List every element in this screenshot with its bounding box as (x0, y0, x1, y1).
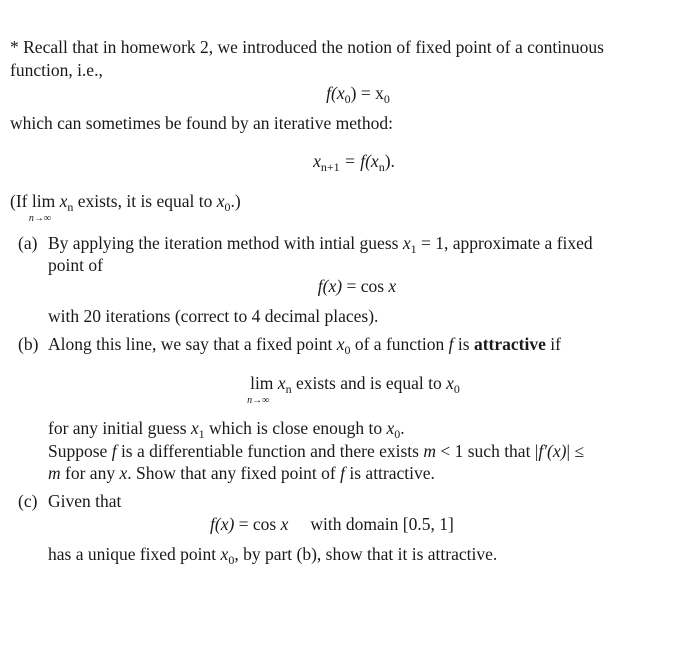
part-b-x1-sub: 1 (198, 427, 205, 441)
part-b-lim-word: lim (250, 373, 274, 393)
part-a-label (18, 232, 37, 254)
part-c-line-2 (48, 543, 497, 565)
part-b-m: m (423, 441, 436, 461)
part-b-label (18, 333, 38, 355)
intro-line-2 (10, 59, 103, 81)
part-b-text-1c: is (453, 334, 474, 354)
part-a-label-text: (a) (18, 233, 38, 253)
part-a-equation (0, 275, 700, 297)
part-c-eq-x: x (280, 514, 289, 534)
note-x: x (59, 191, 68, 211)
note-lim-sub: n→∞ (28, 213, 51, 224)
part-a-eq-f: f(x) (317, 276, 343, 296)
part-c-text-2a: has a unique fixed point (48, 544, 221, 564)
part-b-attractive: attractive (473, 334, 546, 354)
part-b-text-2a: for any initial guess (48, 418, 191, 438)
intro-text-2: function, i.e., (10, 60, 103, 80)
part-b-f-3: f (340, 463, 345, 483)
part-b-text-4b: . Show that any fixed point of (127, 463, 341, 483)
part-b-label-text: (b) (18, 334, 39, 354)
part-b-text-4c: is attractive. (345, 463, 435, 483)
eq1-sub2: 0 (383, 92, 390, 106)
part-a-text-2: point of (48, 255, 103, 275)
part-c-label (18, 490, 37, 512)
part-b-line-2 (48, 417, 405, 439)
note-open: (If (10, 191, 32, 211)
eq2-sub: n+1 (320, 160, 340, 174)
part-a-eq-rest: = cos (342, 276, 389, 296)
eq2-end: ). (384, 151, 395, 171)
intro-text-1: * Recall that in homework 2, we introduced the notion of fixed point of a continuous (10, 37, 604, 57)
part-b-equation (0, 372, 700, 406)
intro-note (10, 190, 241, 224)
part-c-eq-f: f(x) (210, 514, 235, 534)
part-c-label-text: (c) (18, 491, 38, 511)
part-c-x0: x (220, 544, 229, 564)
part-b-text-2b: which is close enough to (204, 418, 387, 438)
part-b-line-1 (48, 333, 561, 355)
part-b-text-2c: . (400, 418, 405, 438)
note-mid: exists, it is equal to (73, 191, 217, 211)
part-b-eq-mid: exists and is equal to (291, 373, 447, 393)
part-c-eq-domain: with domain [0.5, 1] (310, 514, 454, 534)
part-b-eq-x-sub: n (285, 382, 292, 396)
part-b-text-3a: Suppose (48, 441, 112, 461)
part-b-line-4 (48, 462, 435, 484)
part-b-text-3d: | ≤ (566, 441, 584, 461)
eq1-lhs: f(x (326, 83, 345, 103)
part-b-limit (247, 372, 274, 406)
part-a-x1: x (402, 233, 411, 253)
part-b-lim-sub: n→∞ (247, 395, 270, 406)
note-lim-word: lim (31, 191, 56, 211)
part-b-text-3b: is a differentiable function and there exists (116, 441, 424, 461)
part-c-equation (210, 513, 454, 535)
part-b-eq-x0-sub: 0 (453, 382, 460, 396)
part-b-eq-x0: x (446, 373, 454, 393)
part-c-text-1: Given that (48, 491, 122, 511)
part-c-text-2b: , by part (b), show that it is attractive. (234, 544, 498, 564)
part-a-eq-x: x (388, 276, 397, 296)
part-b-x0-sub: 0 (344, 343, 351, 357)
part-a-x1-sub: 1 (410, 242, 417, 256)
part-b-fprime: f′(x) (538, 441, 567, 461)
part-a-line-1 (48, 232, 593, 254)
note-x-sub: n (67, 200, 74, 214)
part-b-text-1b: of a function (350, 334, 449, 354)
part-b-text-1a: Along this line, we say that a fixed point (48, 334, 337, 354)
intro-text-3: which can sometimes be found by an iterative method: (10, 113, 393, 133)
part-c-line-1 (48, 490, 121, 512)
part-a-text-1-end: = 1, approximate a fixed (416, 233, 593, 253)
part-c-eq-rest: = cos (234, 514, 281, 534)
note-limit (28, 190, 56, 224)
part-b-x: x (119, 463, 128, 483)
part-a-line-2 (48, 254, 103, 276)
note-x0: x (216, 191, 225, 211)
part-b-x1: x (190, 418, 199, 438)
part-a-line-3 (48, 305, 378, 327)
part-b-x0: x (336, 334, 345, 354)
eq2-mid: = f(x (339, 151, 379, 171)
eq1-mid: ) = x (350, 83, 384, 103)
part-b-f: f (448, 334, 454, 354)
intro-line-1 (10, 36, 604, 58)
intro-line-3 (10, 112, 393, 134)
equation-fixed-point (0, 82, 700, 104)
eq2-sub2: n (378, 160, 385, 174)
part-b-text-1d: if (545, 334, 561, 354)
part-b-x0-2-sub: 0 (394, 427, 401, 441)
part-b-line-3 (48, 440, 584, 462)
note-close: .) (230, 191, 241, 211)
part-c-x0-sub: 0 (228, 553, 235, 567)
equation-iteration (0, 150, 700, 172)
part-b-x0-2: x (386, 418, 395, 438)
eq2-x: x (313, 151, 321, 171)
part-b-eq-x: x (277, 373, 286, 393)
part-b-text-3c: < 1 such that | (436, 441, 539, 461)
part-a-text-3: with 20 iterations (correct to 4 decimal places). (48, 306, 379, 326)
note-x0-sub: 0 (224, 200, 231, 214)
part-a-text-1: By applying the iteration method with intial guess (48, 233, 403, 253)
part-b-f-2: f (111, 441, 117, 461)
eq1-sub: 0 (344, 92, 351, 106)
part-b-text-4a: for any (60, 463, 120, 483)
part-b-m-2: m (48, 463, 61, 483)
